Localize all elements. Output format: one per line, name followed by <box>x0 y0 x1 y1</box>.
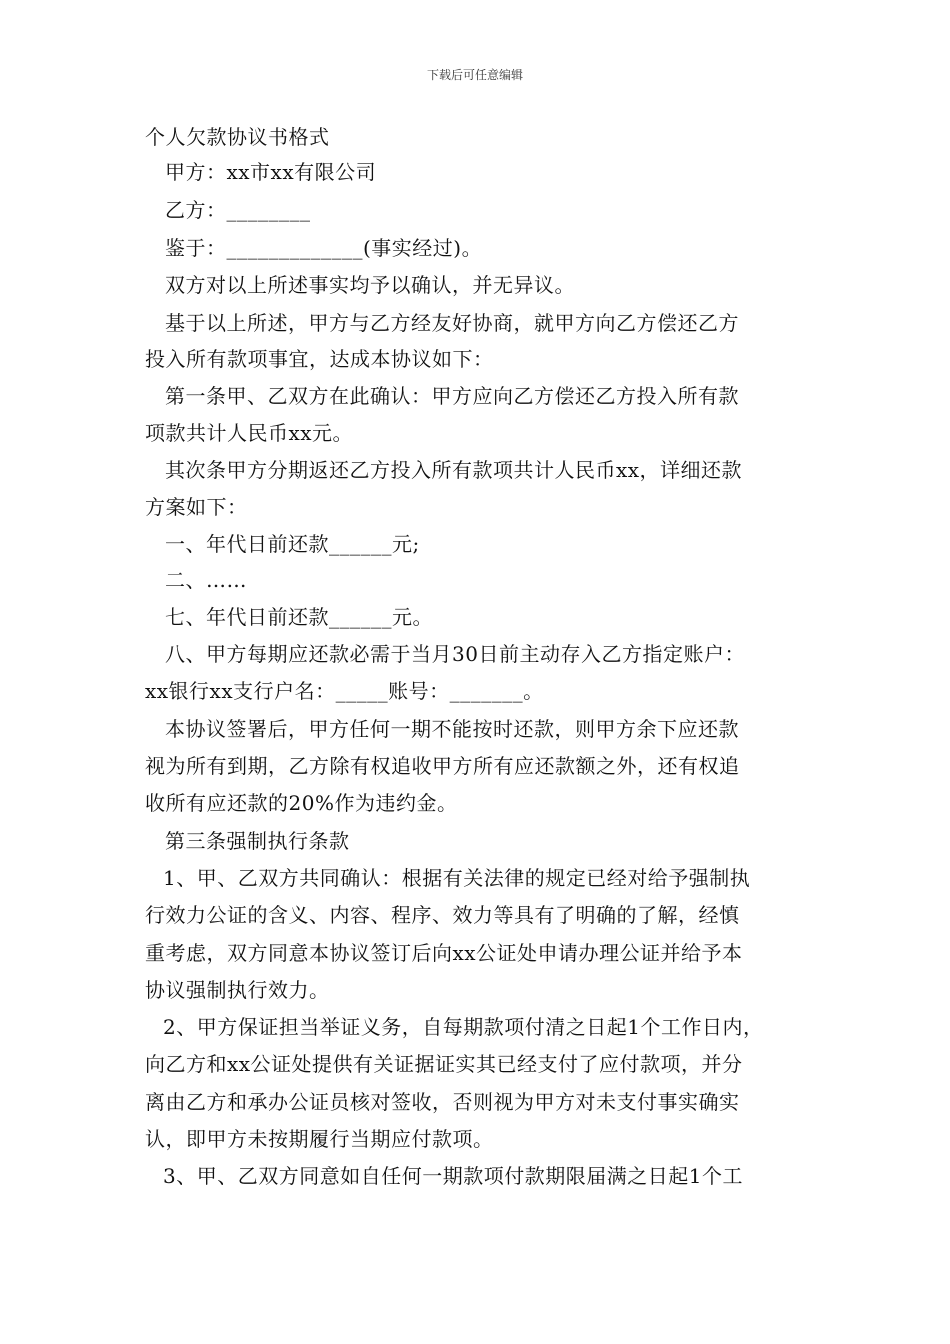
paragraph-line: 视为所有到期，乙方除有权追收甲方所有应还款额之外，还有权追 <box>145 754 740 778</box>
party-a-line: 甲方：xx市xx有限公司 <box>165 160 377 184</box>
article-two-line: 其次条甲方分期返还乙方投入所有款项共计人民币xx，详细还款 <box>165 458 743 482</box>
clause-line: 1、甲、乙双方共同确认：根据有关法律的规定已经对给予强制执 <box>163 866 751 890</box>
paragraph-line: 双方对以上所述事实均予以确认，并无异议。 <box>165 273 575 297</box>
installment-line: 七、年代日前还款______元。 <box>165 605 433 629</box>
clause-line: 行效力公证的含义、内容、程序、效力等具有了明确的了解，经慎 <box>145 903 740 927</box>
clause-line: 离由乙方和承办公证员核对签收，否则视为甲方对未支付事实确实 <box>145 1090 740 1114</box>
whereas-line: 鉴于：_____________(事实经过)。 <box>165 236 483 260</box>
clause-line: 向乙方和xx公证处提供有关证据证实其已经支付了应付款项，并分 <box>145 1052 743 1076</box>
installment-line: 八、甲方每期应还款必需于当月30日前主动存入乙方指定账户： <box>165 642 745 666</box>
page-header-note: 下载后可任意编辑 <box>426 68 523 82</box>
document-title: 个人欠款协议书格式 <box>145 125 330 149</box>
paragraph-line: 方案如下： <box>145 495 248 519</box>
installment-line: 二、…… <box>165 568 247 592</box>
party-b-line: 乙方：________ <box>165 198 311 222</box>
paragraph-line: 本协议签署后，甲方任何一期不能按时还款，则甲方余下应还款 <box>165 717 739 741</box>
paragraph-line: 基于以上所述，甲方与乙方经友好协商，就甲方向乙方偿还乙方 <box>165 311 739 335</box>
article-one-line: 第一条甲、乙双方在此确认：甲方应向乙方偿还乙方投入所有款 <box>165 384 739 408</box>
article-three-heading: 第三条强制执行条款 <box>165 829 350 853</box>
paragraph-line: 项款共计人民币xx元。 <box>145 421 354 445</box>
paragraph-line: 投入所有款项事宜，达成本协议如下： <box>145 347 494 371</box>
clause-line: 认，即甲方未按期履行当期应付款项。 <box>145 1127 494 1151</box>
paragraph-line: 收所有应还款的20%作为违约金。 <box>145 791 458 815</box>
clause-line: 3、甲、乙双方同意如自任何一期款项付款期限届满之日起1个工 <box>163 1164 743 1188</box>
clause-line: 协议强制执行效力。 <box>145 978 330 1002</box>
installment-line: 一、年代日前还款______元; <box>165 532 420 556</box>
bank-account-line: xx银行xx支行户名：_____账号：_______。 <box>145 679 544 703</box>
clause-line: 2、甲方保证担当举证义务，自每期款项付清之日起1个工作日内， <box>163 1015 764 1039</box>
clause-line: 重考虑，双方同意本协议签订后向xx公证处申请办理公证并给予本 <box>145 941 743 965</box>
